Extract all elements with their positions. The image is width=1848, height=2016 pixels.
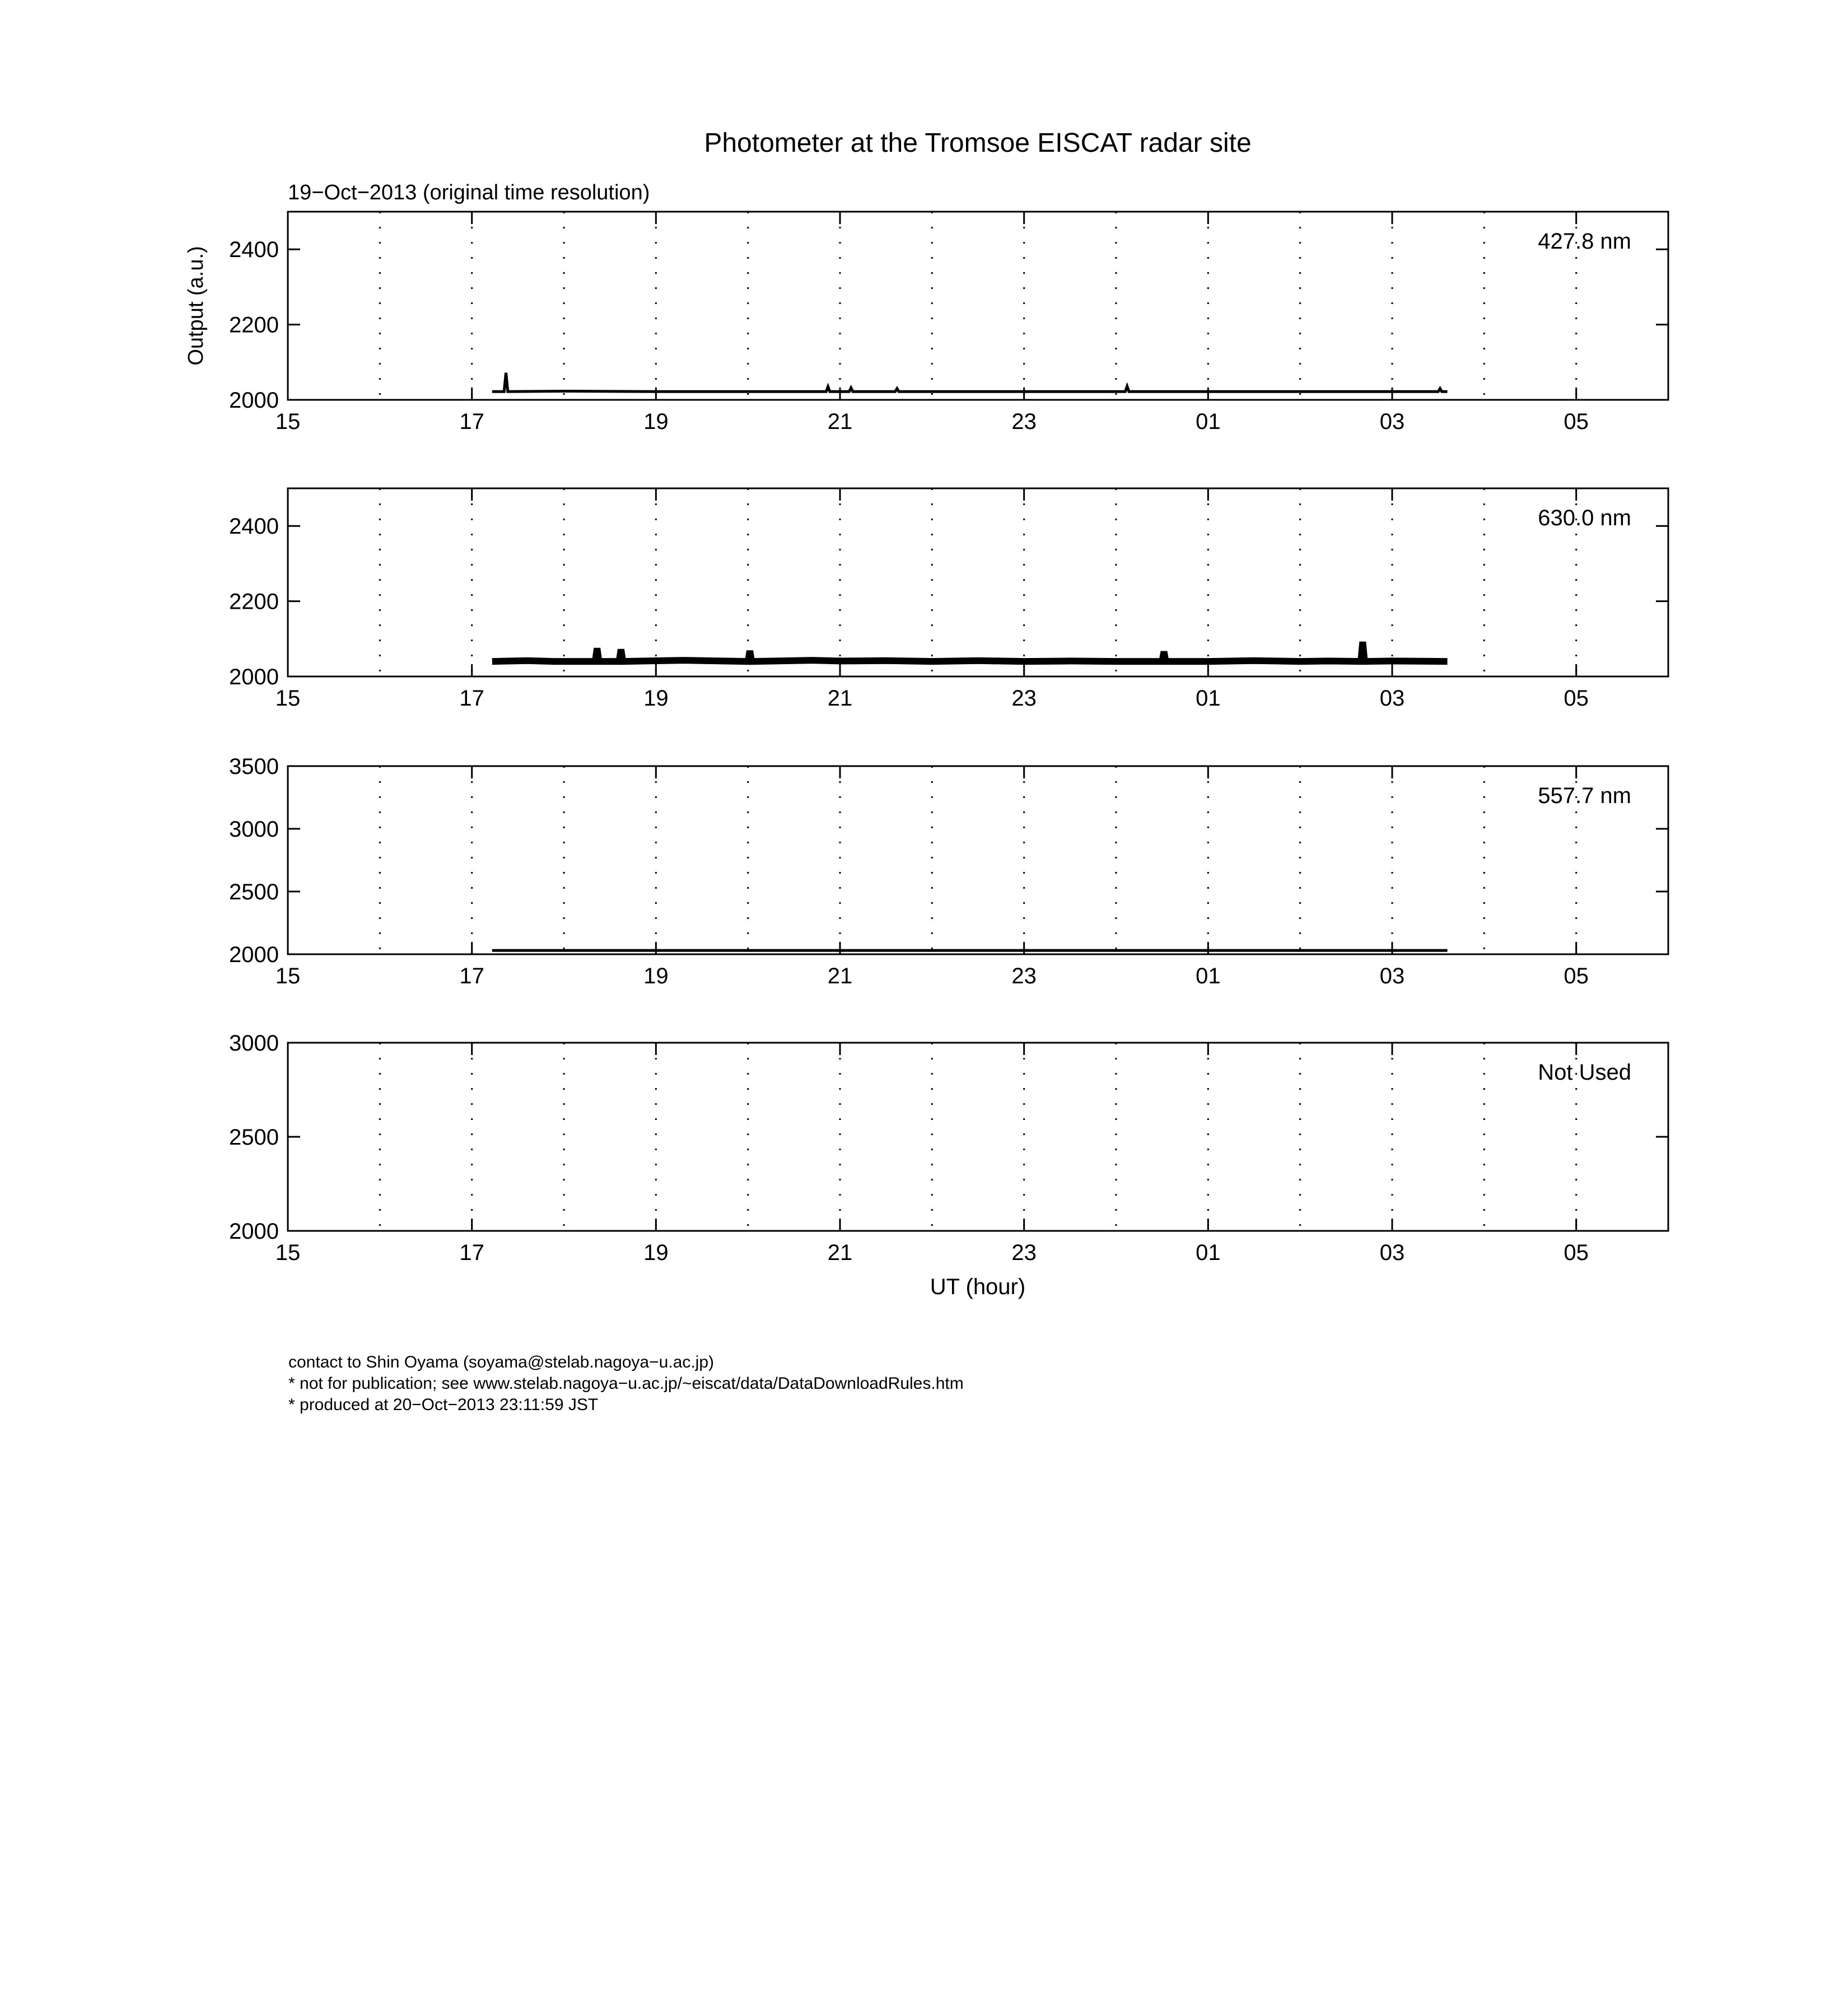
x-tick-label: 21 — [827, 409, 853, 434]
panel-label: 557.7 nm — [1538, 783, 1631, 808]
data-line-1 — [492, 373, 1448, 392]
y-tick-label: 2000 — [229, 1219, 279, 1244]
x-tick-label: 05 — [1564, 964, 1589, 988]
axes-frame — [288, 1043, 1668, 1231]
axes-frame — [288, 766, 1668, 954]
x-tick-label: 01 — [1196, 1240, 1221, 1265]
y-tick-label: 2000 — [229, 388, 279, 413]
y-axis-label: Output (a.u.) — [184, 246, 208, 366]
chart-panels — [229, 212, 1668, 1265]
produced-note: * produced at 20−Oct−2013 23:11:59 JST — [288, 1396, 599, 1414]
x-tick-label: 03 — [1379, 409, 1405, 434]
panel-2 — [229, 488, 1668, 711]
panel-label: Not Used — [1538, 1060, 1631, 1085]
x-tick-label: 05 — [1564, 1240, 1589, 1265]
x-tick-label: 17 — [459, 409, 484, 434]
x-tick-label: 05 — [1564, 686, 1589, 711]
footnotes — [288, 1352, 964, 1416]
x-tick-label: 21 — [827, 1240, 853, 1265]
x-tick-label: 15 — [275, 964, 301, 988]
x-tick-label: 19 — [643, 1240, 669, 1265]
x-tick-label: 23 — [1011, 409, 1037, 434]
x-tick-label: 03 — [1379, 1240, 1405, 1265]
x-tick-label: 01 — [1196, 686, 1221, 711]
chart-subtitle: 19−Oct−2013 (original time resolution) — [288, 181, 650, 204]
x-tick-label: 23 — [1011, 964, 1037, 988]
panel-4 — [229, 1031, 1668, 1265]
x-tick-label: 03 — [1379, 686, 1405, 711]
axes-frame — [288, 488, 1668, 676]
panel-label: 427.8 nm — [1538, 229, 1631, 254]
publication-note: * not for publication; see www.stelab.nagoya−u.ac.jp/~eiscat/data/DataDownloadRules.htm — [288, 1374, 964, 1393]
y-tick-label: 3500 — [229, 754, 279, 779]
x-tick-label: 01 — [1196, 964, 1221, 988]
x-tick-label: 17 — [459, 964, 484, 988]
x-tick-label: 01 — [1196, 409, 1221, 434]
x-tick-label: 17 — [459, 686, 484, 711]
x-tick-label: 15 — [275, 686, 301, 711]
x-tick-label: 19 — [643, 686, 669, 711]
panel-1 — [229, 212, 1668, 434]
panel-3 — [229, 754, 1668, 988]
y-tick-label: 2500 — [229, 880, 279, 904]
x-tick-label: 23 — [1011, 686, 1037, 711]
x-tick-label: 05 — [1564, 409, 1589, 434]
y-tick-label: 2200 — [229, 312, 279, 338]
x-tick-label: 17 — [459, 1240, 484, 1265]
y-tick-label: 2200 — [229, 589, 279, 614]
y-tick-label: 3000 — [229, 817, 279, 842]
x-tick-label: 21 — [827, 686, 853, 711]
y-tick-label: 2400 — [229, 514, 279, 539]
x-axis-label: UT (hour) — [930, 1275, 1026, 1299]
x-tick-label: 19 — [643, 409, 669, 434]
contact-note: contact to Shin Oyama (soyama@stelab.nagoya−u.ac.jp) — [288, 1353, 715, 1371]
x-tick-label: 15 — [275, 409, 301, 434]
y-tick-label: 2400 — [229, 237, 279, 263]
x-tick-label: 03 — [1379, 964, 1405, 988]
panel-label: 630.0 nm — [1538, 506, 1631, 530]
axes-frame — [288, 212, 1668, 400]
x-tick-label: 15 — [275, 1240, 301, 1265]
y-tick-label: 2500 — [229, 1125, 279, 1150]
x-tick-label: 19 — [643, 964, 669, 988]
y-tick-label: 2000 — [229, 665, 279, 689]
data-line-1 — [492, 642, 1448, 661]
chart-title: Photometer at the Tromsoe EISCAT radar site — [704, 128, 1252, 158]
y-tick-label: 3000 — [229, 1031, 279, 1056]
x-tick-label: 23 — [1011, 1240, 1037, 1265]
x-tick-label: 21 — [827, 964, 853, 988]
y-tick-label: 2000 — [229, 942, 279, 967]
